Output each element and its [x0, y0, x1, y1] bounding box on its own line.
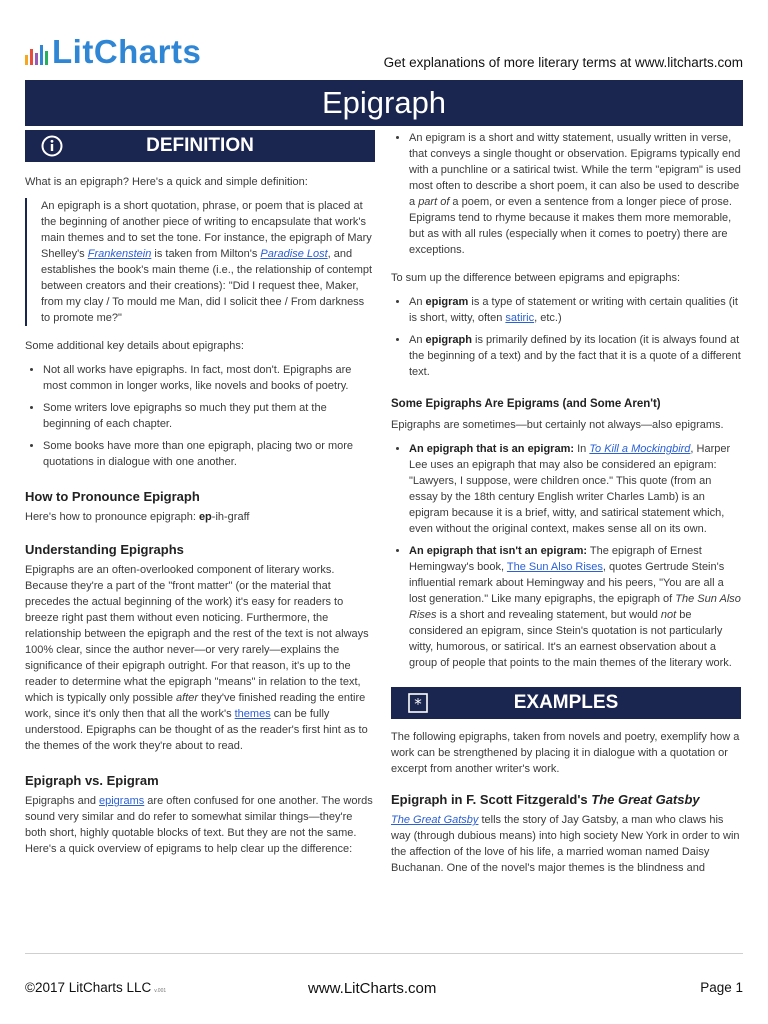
header-link[interactable]: Get explanations of more literary terms at www.litcharts.com	[383, 55, 743, 70]
info-icon	[41, 135, 63, 157]
sum-list	[391, 294, 741, 380]
some-list	[391, 441, 741, 671]
examples-heading: EXAMPLES	[513, 692, 619, 713]
definition-intro: What is an epigraph? Here's a quick and simple definition:	[25, 176, 308, 188]
body-text: An	[409, 296, 426, 308]
epigram-list	[391, 130, 741, 258]
mockingbird-link[interactable]: To Kill a Mockingbird	[589, 443, 691, 455]
body-text: can be fully understood. Epigraphs can be thought of as the reader's first hint as to the themes of the work they're about to read.	[25, 708, 368, 752]
right-column	[391, 130, 741, 876]
body-text: Epigraphs and	[25, 795, 99, 807]
copyright-text: ©2017 LitCharts LLC	[25, 980, 152, 995]
definition-header	[25, 130, 375, 162]
gatsby-heading-text: Epigraph in F. Scott Fitzgerald's	[391, 792, 592, 807]
examples-intro: The following epigraphs, taken from novels and poetry, exemplify how a work can be strengthened by placing it in dialogue with a quotation or excerpt from another writer's work.	[391, 731, 740, 775]
pronounce-heading: How to Pronounce Epigraph	[25, 489, 200, 504]
body-text: , Harper Lee uses an epigraph that may also be considered an epigram: "Lawyers, I suppose, were children once." This quote (from an essay by the 18th century English writer Charles Lamb) is an epigram because it is a brief, witty, and satirical statement which, even without the original context, makes sense all on its own.	[409, 443, 731, 535]
some-heading: Some Epigraphs Are Epigrams (and Some Aren't)	[391, 398, 661, 410]
list-item	[409, 543, 741, 671]
page-header	[25, 34, 743, 74]
list-item	[409, 441, 741, 537]
vs-text	[25, 793, 375, 857]
body-italic: The Sun Also Rises	[409, 593, 741, 621]
pronounce-pre: Here's how to pronounce epigraph:	[25, 511, 199, 523]
litcharts-logo[interactable]	[25, 34, 201, 70]
details-intro: Some additional key details about epigraphs:	[25, 340, 244, 352]
definition-quote	[25, 198, 375, 326]
understanding-heading: Understanding Epigraphs	[25, 542, 184, 557]
examples-header	[391, 687, 741, 719]
list-item	[409, 130, 741, 258]
body-bold: An epigraph that isn't an epigram:	[409, 545, 588, 557]
list-item: • Some books have more than one epigraph, placing two or more quotations in dialogue with one another.	[43, 438, 375, 470]
gatsby-heading	[391, 791, 741, 808]
gatsby-heading-italic: The Great Gatsby	[591, 792, 700, 807]
frankenstein-link[interactable]: Frankenstein	[87, 248, 152, 260]
quote-text: is taken from Milton's	[151, 248, 261, 260]
body-bold: An epigraph that is an epigram:	[409, 443, 575, 455]
satiric-link[interactable]: satiric	[505, 312, 535, 324]
body-text: is a type of statement or writing with certain qualities (it is short, witty, often	[409, 296, 738, 324]
understanding-text	[25, 562, 375, 754]
page-title: Epigraph	[25, 80, 743, 126]
version-text: v.001	[154, 988, 167, 994]
body-italic: after	[176, 692, 199, 704]
logo-text: LitCharts	[52, 33, 202, 70]
body-text: In	[574, 443, 590, 455]
body-text: is primarily defined by its location (it is always found at the beginning of a text) and by the fact that it is a quote of a different text.	[409, 334, 741, 378]
left-column	[25, 130, 375, 857]
body-text: The epigraph of Ernest Hemingway's book,	[409, 545, 702, 573]
paradise-lost-link[interactable]: Paradise Lost	[260, 248, 328, 260]
details-list	[25, 362, 375, 470]
list-item	[409, 332, 741, 380]
footer-divider	[25, 953, 743, 954]
themes-link[interactable]: themes	[234, 708, 271, 720]
body-bold: epigraph	[425, 334, 472, 346]
body-text: , quotes Gertrude Stein's influential remark about Hemingway and his peers, "You are all a lost generation." Like many epigraphs, the epigraph of	[409, 561, 725, 605]
list-item	[409, 294, 741, 326]
sun-also-rises-link[interactable]: The Sun Also Rises	[506, 561, 603, 573]
sum-intro: To sum up the difference between epigrams and epigraphs:	[391, 272, 681, 284]
body-text: are often confused for one another. The words sound very similar and do refer to somewhat similar things—they're both short, highly quotable blocks of text. But they are not the same. Here's a quick overview of epigrams to help clear up the difference:	[25, 795, 373, 855]
list-item: • Not all works have epigraphs. In fact, most don't. Epigraphs are most common in longer works, like novels and books of poetry.	[43, 362, 375, 394]
body-italic: not	[660, 609, 677, 621]
footer-site-link[interactable]: www.LitCharts.com	[308, 980, 437, 997]
body-text: is a short and revealing statement, but would	[436, 609, 661, 621]
quote-text: An epigraph is a short quotation, phrase, or poem that is placed at the beginning of another piece of writing to encapsulate that work's main themes and to set the tone. For instance, the epigraph of Mary Shelley's	[41, 200, 372, 260]
body-text: Epigraphs are an often-overlooked component of literary works. Because they're a part of the "front matter" (or the material that precedes the actual beginning of the work) it's easy for readers to breeze right past them without even noticing. Furthermore, the relationship between the epigraph and the rest of the text is not always 100% clear, since the author never—or very rarely—explains the significance of their epigraph outright. For that reason, it's up to the reader to determine what the epigraph "means" in relation to the text, which is typically only possible	[25, 564, 369, 704]
gatsby-text	[391, 812, 741, 876]
footer-copyright	[25, 980, 166, 995]
body-text: tells the story of Jay Gatsby, a man who claws his way (through dubious means) into high society New York in order to win the affection of the love of his life, a married woman named Daisy Buchanan. One of the novel's major themes is the blindness and	[391, 814, 740, 874]
definition-heading: DEFINITION	[146, 135, 254, 156]
body-text: , etc.)	[534, 312, 562, 324]
quote-text: , and establishes the book's main theme (i.e., the relationship of contempt between creators and their creations): "Did I request thee, Maker, from my clay / To mould me Man, did I solicit thee / From darkness to promote me?"	[41, 248, 373, 324]
body-text: An	[409, 334, 426, 346]
body-text: An epigram is a short and witty statement, usually written in verse, that conveys a single thought or observation. Epigrams typically end with a punchline or a satirical twist. While the term "epigram" is used most often to describe a short poem, it can also be used to describe a	[409, 132, 741, 208]
body-italic: part of	[418, 196, 450, 208]
pronounce-rest: -ih-graff	[211, 511, 250, 523]
epigrams-link[interactable]: epigrams	[99, 795, 145, 807]
body-text: a poem, or even a sentence from a longer piece of prose. Epigrams tend to rhyme because it makes them more memorable, but as with all rules (especially when it comes to poetry) there are exceptions.	[409, 196, 732, 256]
vs-heading: Epigraph vs. Epigram	[25, 773, 159, 788]
pronounce-stress: ep	[198, 511, 212, 523]
pronounce-text	[25, 509, 375, 525]
some-intro: Epigraphs are sometimes—but certainly not always—also epigrams.	[391, 419, 724, 431]
great-gatsby-link[interactable]: The Great Gatsby	[391, 814, 479, 826]
page-number: Page 1	[700, 980, 743, 995]
body-bold: epigram	[425, 296, 469, 308]
list-item: • Some writers love epigraphs so much they put them at the beginning of each chapter.	[43, 400, 375, 432]
body-text: be considered an epigram, since Stein's quotation is not particularly witty, humorous, or satirical. It's an earnest observation about a group of people that points to the main themes of the literary work.	[409, 609, 732, 669]
logo-bars-icon	[25, 41, 48, 70]
body-text: they've finished reading the entire work, since it's only then that all the work's	[25, 692, 366, 720]
asterisk-box-icon	[407, 692, 429, 714]
svg-text:*: *	[414, 695, 422, 713]
